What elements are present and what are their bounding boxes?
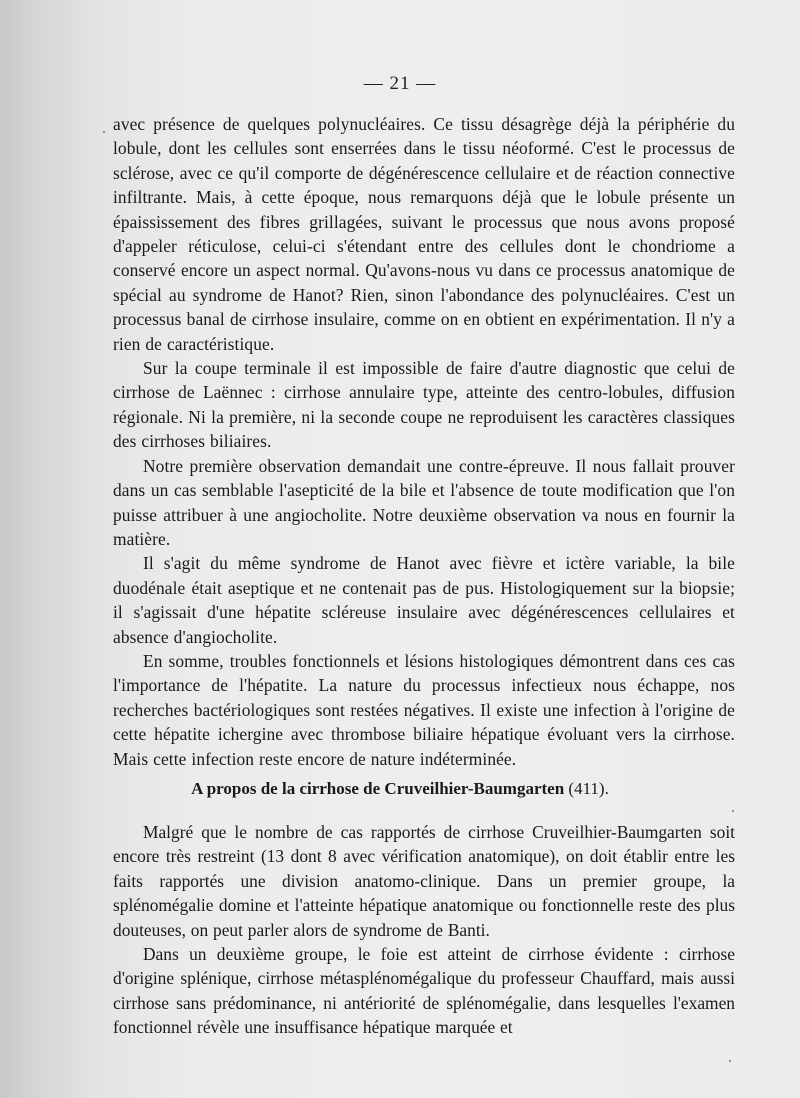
paper-speck [729, 1060, 731, 1062]
paper-speck [732, 810, 734, 812]
paragraph: Il s'agit du même syndrome de Hanot avec fièvre et ictère variable, la bile duodénale était aseptique et ne contenait pas de pus. Histologiquement sur la biopsie; il s'agissait d'une hépatite scléreuse insulaire avec dégénérescences cellulaires et absence d'angiocholite. [113, 553, 735, 647]
paragraph: Malgré que le nombre de cas rapportés de cirrhose Cruveilhier-Baumgarten soit encore très restreint (13 dont 8 avec vérification anatomique), on doit établir entre les faits rapportés une division anatomo-clinique. Dans un premier groupe, la splénomégalie domine et l'atteinte hépatique anatomique ou fonctionnelle reste des plus douteuses, on peut parler alors de syndrome de Banti. [113, 822, 735, 940]
section-heading-reference: (411). [568, 779, 609, 798]
page-number: — 21 — [363, 73, 437, 94]
section-heading-title: A propos de la cirrhose de Cruveilhier-Baumgarten [191, 779, 565, 798]
paragraph: Notre première observation demandait une contre-épreuve. Il nous fallait prouver dans un cas semblable l'asepticité de la bile et l'absence de toute modification que l'on puisse attribuer à une angiocholite. Notre deuxième observation va nous en fournir la matière. [113, 455, 735, 549]
paragraph: avec présence de quelques polynucléaires. Ce tissu désagrège déjà la périphérie du lobule, dont les cellules sont enserrées dans le tissu néoformé. C'est le processus de sclérose, avec ce qu'il comporte de dégénérescence cellulaire et de réaction connective infiltrante. Mais, à cette époque, nous remarquons déjà que le lobule présente un épaississement des fibres grillagées, suivant le processus que nous avons proposé d'appeler réticulose, celui-ci s'étendant entre des cellules dont le chondriome a conservé encore un aspect normal. Qu'avons-nous vu dans ce processus anatomique de spécial au syndrome de Hanot? Rien, sinon l'abondance des polynucléaires. C'est un processus banal de cirrhose insulaire, comme on en obtient en expérimentation. Il n'y a rien de caractéristique. [113, 114, 735, 354]
paper-speck [103, 131, 105, 133]
paragraph: En somme, troubles fonctionnels et lésions histologiques démontrent dans ces cas l'importance de l'hépatite. La nature du processus infectieux nous échappe, nos recherches bactériologiques sont restées négatives. Il existe une infection à l'origine de cette hépatite ichergine avec thrombose biliaire hépatique évoluant vers la cirrhose. Mais cette infection reste encore de nature indéterminée. [113, 650, 735, 769]
paragraph: Dans un deuxième groupe, le foie est atteint de cirrhose évidente : cirrhose d'origine splénique, cirrhose métasplénomégalique du professeur Chauffard, mais aussi cirrhose sans prédominance, ni antériorité de splénomégalie, dans lesquelles l'examen fonctionnel révèle une insuffisance hépatique marquée et [113, 944, 735, 1038]
body-text-part-2 [113, 820, 735, 1040]
section-heading [0, 779, 800, 799]
body-text-part-1 [113, 112, 735, 771]
paragraph: Sur la coupe terminale il est impossible de faire d'autre diagnostic que celui de cirrhose de Laënnec : cirrhose annulaire type, atteinte des centro-lobules, diffusion régionale. Ni la première, ni la seconde coupe ne reproduisent les caractères classiques des cirrhoses biliaires. [113, 358, 735, 452]
